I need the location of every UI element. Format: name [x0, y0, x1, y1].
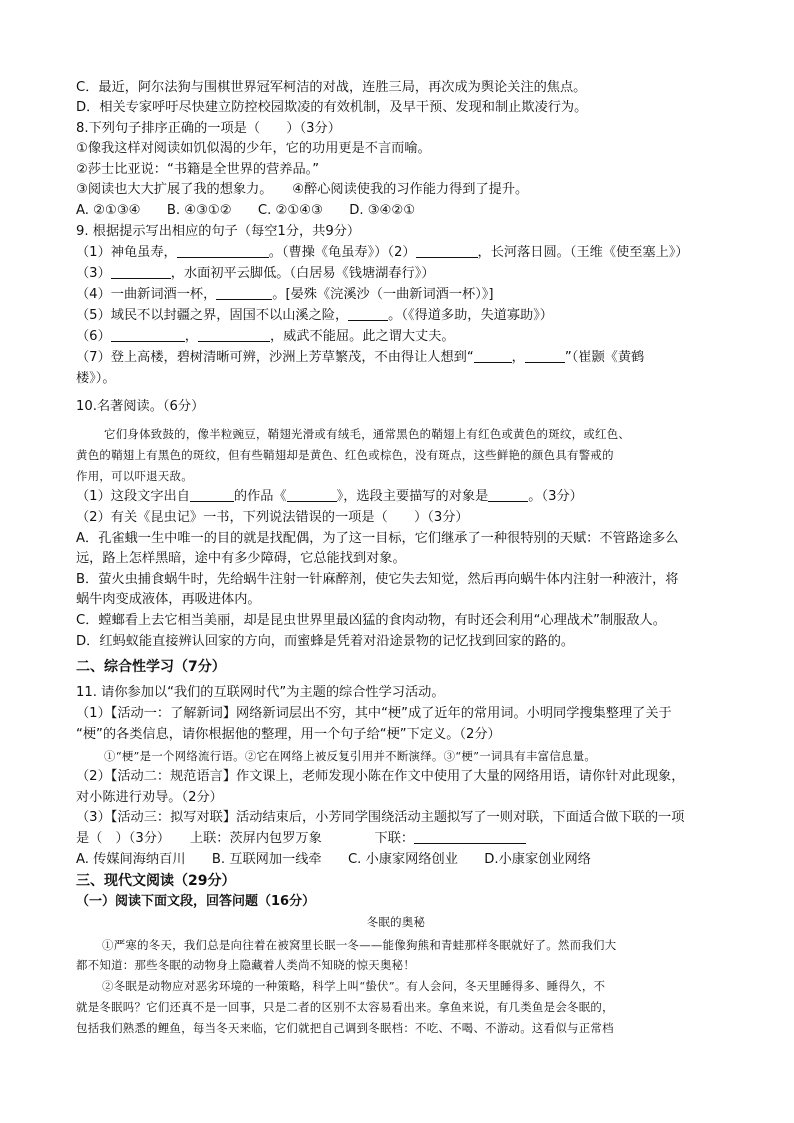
answer-blank[interactable]	[190, 487, 234, 502]
q11-activity-3-options: A. 传媒间海纳百川 B. 互联网加一线牵 C. 小康家网络创业 D.小康家创业网络	[76, 852, 591, 867]
q10-option-a-line-2: 远，路上怎样黑暗，途中有多少障碍，它总能找到对象。	[76, 551, 406, 566]
q10-sub-2: （2）有关《昆虫记》一书，下列说法错误的一项是（ ）（3分）	[76, 510, 469, 525]
q10-sub-1-score: 。（3分）	[528, 489, 583, 504]
q10-passage-line-2: 黄色的鞘翅上有黑色的斑纹，但有些鞘翅却是黄色、红色或棕色，没有斑点，这些鲜艳的颜色具有警戒的	[76, 448, 614, 462]
q7-option-d: D．相关专家呼吁尽快建立防控校园欺凌的有效机制，及早干预、发现和制止欺凌行为。	[76, 100, 588, 115]
q8-options: A. ②①③④ B. ④③①② C. ②①④③ D. ③④②①	[76, 203, 416, 218]
q10-option-b-line-1: B．萤火虫捕食蜗牛时，先给蜗牛注射一针麻醉剂，使它失去知觉，然后再向蜗牛体内注射一种液汁，将	[76, 572, 679, 587]
answer-blank[interactable]	[488, 487, 528, 502]
answer-blank[interactable]	[177, 243, 269, 258]
q9-line-4	[76, 306, 726, 326]
article-p1-line-2: 都不知道：那些冬眠的动物身上隐藏着人类尚不知晓的惊天奥秘！	[76, 958, 416, 972]
answer-blank[interactable]	[416, 243, 478, 258]
q8-sentence-2: ②莎士比亚说：“书籍是全世界的营养品。”	[76, 162, 320, 177]
answer-blank[interactable]	[348, 306, 388, 321]
q7-option-c: C．最近，阿尔法狗与围棋世界冠军柯洁的对战，连胜三局，再次成为舆论关注的焦点。	[76, 80, 587, 95]
q10-stem: 10.名著阅读。（6分）	[76, 399, 205, 414]
q9-4-text: （4）一曲新词酒一杯，	[76, 287, 217, 302]
q8-sentence-3-4: ③阅读也大大扩展了我的想象力。 ④醉心阅读使我的习作能力得到了提升。	[76, 182, 529, 197]
answer-blank[interactable]	[216, 285, 272, 300]
q11-activity-1-line-1: （1）【活动一：了解新词】网络新词层出不穷，其中“梗”成了近年的常用词。小明同学搜集整理了关于	[76, 706, 672, 721]
q11-activity-2-line-2: 对小陈进行劝导。（2分）	[76, 790, 223, 805]
q10-option-a-line-1: A．孔雀蛾一生中唯一的目的就是找配偶，为了这一目标，它们继承了一种很特别的天赋：不管路途多么	[76, 531, 679, 546]
article-p1-line-1: ①严寒的冬天，我们总是向往着在被窝里长眠一冬——能像狗熊和青蛙那样冬眠就好了。然而我们大	[102, 938, 617, 952]
q10-option-b-line-2: 蜗牛肉变成液体，再吸进体内。	[76, 592, 261, 607]
q11-activity-1-material: ①“梗”是一个网络流行语。②它在网络上被反复引用并不断演绎。③“梗”一词具有丰富信息量。	[104, 749, 597, 763]
q9-line-7: 楼》）。	[76, 371, 116, 386]
q10-sub-1-text-b: 的作品《	[233, 489, 287, 504]
q9-6-label: （6）	[76, 329, 111, 344]
answer-blank[interactable]	[525, 348, 565, 363]
q9-stem: 9. 根据提示写出相应的句子（每空1分，共9分）	[76, 224, 361, 239]
q9-7-source: ”（崔颢《黄鹤	[564, 350, 645, 365]
q10-option-d: D．红蚂蚁能直接辨认回家的方向，而蜜蜂是凭着对沿途景物的记忆找到回家的路的。	[76, 634, 575, 649]
answer-blank[interactable]	[474, 348, 512, 363]
q9-6-comma: ，	[184, 329, 198, 344]
q10-passage-line-3: 作用，可以吓退天敌。	[76, 469, 193, 483]
q9-line-2	[76, 264, 726, 284]
q9-3-text: ，水面初平云脚低。（白居易《钱塘湖春行》）	[170, 266, 435, 281]
q10-passage-line-1: 它们身体致鼓的，像半粒豌豆，鞘翅光滑或有绒毛，通常黑色的鞘翅上有红色或黄色的斑纹，或红色、	[104, 427, 631, 441]
answer-blank[interactable]	[287, 487, 337, 502]
q9-1-text: （1）神龟虽寿，	[76, 245, 177, 260]
q9-6-text: ，威武不能屈。此之谓大丈夫。	[269, 329, 455, 344]
section-3-heading: 三、现代文阅读（29分）	[76, 873, 236, 889]
q9-7-text: （7）登上高楼，碧树清晰可辨，沙洲上芳草繁茂，不由得让人想到“	[76, 350, 474, 365]
q11-activity-1-line-2: “梗”的各类信息，请你根据他的整理，用一个句子给“梗”下定义。（2分）	[76, 727, 501, 742]
q11-activity-2-line-1: （2）【活动二：规范语言】作文课上，老师发现小陈在作文中使用了大量的网络用语，请你针对此现象，	[76, 769, 685, 784]
q11-couplet-text: 是（ ）（3分） 上联：茨屏内包罗万象 下联：	[76, 831, 415, 846]
q11-stem: 11. 请你参加以“我们的互联网时代”为主题的综合性学习活动。	[76, 685, 445, 700]
q9-line-5	[76, 327, 726, 347]
answer-blank[interactable]	[111, 264, 171, 279]
answer-blank[interactable]	[111, 327, 185, 342]
q8-sentence-1: ①像我这样对阅读如饥似渴的少年，它的功用更是不言而喻。	[76, 141, 431, 156]
q10-sub-1-text-c: 》，选段主要描写的对象是	[336, 489, 489, 504]
answer-blank[interactable]	[414, 829, 526, 844]
q9-4-source: 。[晏殊《浣溪沙（一曲新词酒一杯）》]	[272, 287, 494, 302]
q9-line-6	[76, 348, 726, 368]
article-title: 冬眠的奥秘	[366, 915, 426, 929]
q11-activity-3-line-1: （3）【活动三：拟写对联】活动结束后，小芳同学围绕活动主题拟写了一则对联，下面适合做下联的一项	[76, 810, 685, 825]
q8-stem: 8.下列句子排序正确的一项是（ ）（3分）	[76, 121, 341, 136]
q9-1-source: 。（曹操《龟虽寿》）（2）	[268, 245, 416, 260]
q9-line-1	[76, 243, 726, 263]
q11-activity-3-line-2	[76, 829, 726, 849]
q9-5-text: （5）域民不以封疆之界，固国不以山溪之险，	[76, 308, 349, 323]
q9-2-text: ，长河落日圆。（王维《使至塞上》）	[477, 245, 689, 260]
q9-5-source: 。（《得道多助，失道寡助》）	[388, 308, 553, 323]
section-3-subheading: （一）阅读下面文段，回答问题（16分）	[76, 894, 316, 909]
article-p2-line-1: ②冬眠是动物应对恶劣环境的一种策略，科学上叫“蛰伏”。有人会问，冬天里睡得多、睡得久，不	[102, 979, 606, 993]
q10-sub-1-text: （1）这段文字出自	[76, 489, 190, 504]
q10-option-c: C．螳螂看上去它相当美丽，却是昆虫世界里最凶猛的食肉动物，有时还会利用“心理战术”制服敌人。	[76, 613, 666, 628]
section-2-heading: 二、综合性学习（7分）	[76, 659, 226, 675]
q9-7-comma: ，	[511, 350, 525, 365]
article-p2-line-3: 包括我们熟悉的鲤鱼，每当冬天来临，它们就把自己调到冬眠档：不吃、不喝、不游动。这看似与正常档	[76, 1021, 614, 1035]
article-p2-line-2: 就是冬眠吗？它们还真不是一回事，只是二者的区别不太容易看出来。拿鱼来说，有几类鱼是会冬眠的，	[76, 1000, 614, 1014]
answer-blank[interactable]	[198, 327, 270, 342]
q9-line-3	[76, 285, 726, 305]
q10-sub-1	[76, 487, 726, 507]
q9-3-label: （3）	[76, 266, 111, 281]
